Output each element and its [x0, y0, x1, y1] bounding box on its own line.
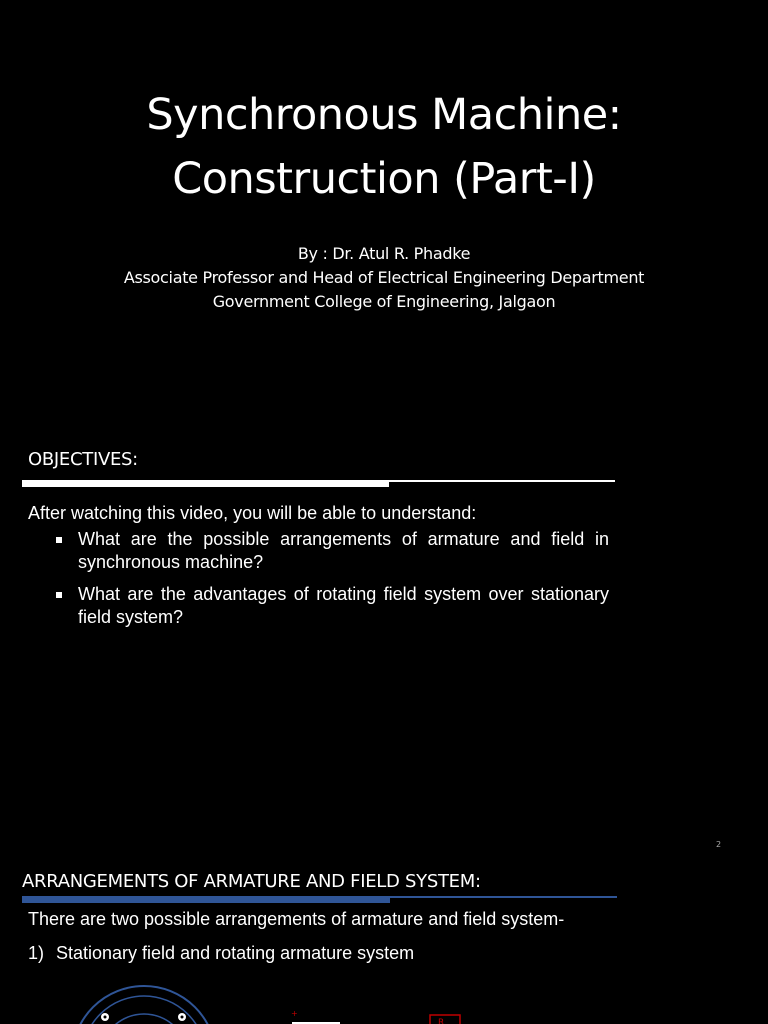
- author-position: Associate Professor and Head of Electrical Engineering Department: [123, 268, 645, 287]
- objective-text: What are the possible arrangements of armature and field in synchronous machine?: [78, 529, 609, 572]
- objective-text: What are the advantages of rotating field system over stationary field system?: [78, 584, 609, 627]
- objectives-heading: OBJECTIVES:: [28, 449, 138, 470]
- item-number: 1): [28, 943, 45, 963]
- list-item: [52, 583, 609, 629]
- objectives-list: [52, 528, 609, 638]
- square-bullet-icon: [56, 537, 62, 543]
- objectives-intro: After watching this video, you will be able to understand:: [28, 503, 477, 523]
- arrangements-heading: ARRANGEMENTS OF ARMATURE AND FIELD SYSTEM:: [22, 871, 481, 892]
- arrangements-slide: [0, 850, 768, 1024]
- title-slide: [0, 0, 768, 420]
- title-line-2: Construction (Part-I): [172, 154, 596, 204]
- page-number: 2: [716, 840, 722, 849]
- plus-label: +: [291, 1009, 298, 1018]
- arrangements-intro: There are two possible arrangements of armature and field system-: [28, 909, 565, 929]
- objectives-slide: [0, 420, 768, 850]
- slide-title: [0, 83, 768, 211]
- list-item: [52, 528, 609, 574]
- square-bullet-icon: [56, 592, 62, 598]
- item-text: Stationary field and rotating armature system: [56, 943, 415, 963]
- resistor-box: [430, 1015, 460, 1024]
- title-line-1: Synchronous Machine:: [146, 90, 622, 140]
- heading-divider-thick: [22, 480, 389, 487]
- machine-diagram: [0, 970, 768, 1024]
- author-block: [0, 242, 768, 314]
- author-name: By : Dr. Atul R. Phadke: [297, 244, 471, 263]
- stator-circle-icon: [72, 986, 216, 1024]
- author-institution: Government College of Engineering, Jalgaon: [212, 292, 556, 311]
- arrangement-item-1: [28, 943, 414, 964]
- resistor-label: R: [438, 1018, 445, 1024]
- heading-divider-thick: [22, 896, 390, 903]
